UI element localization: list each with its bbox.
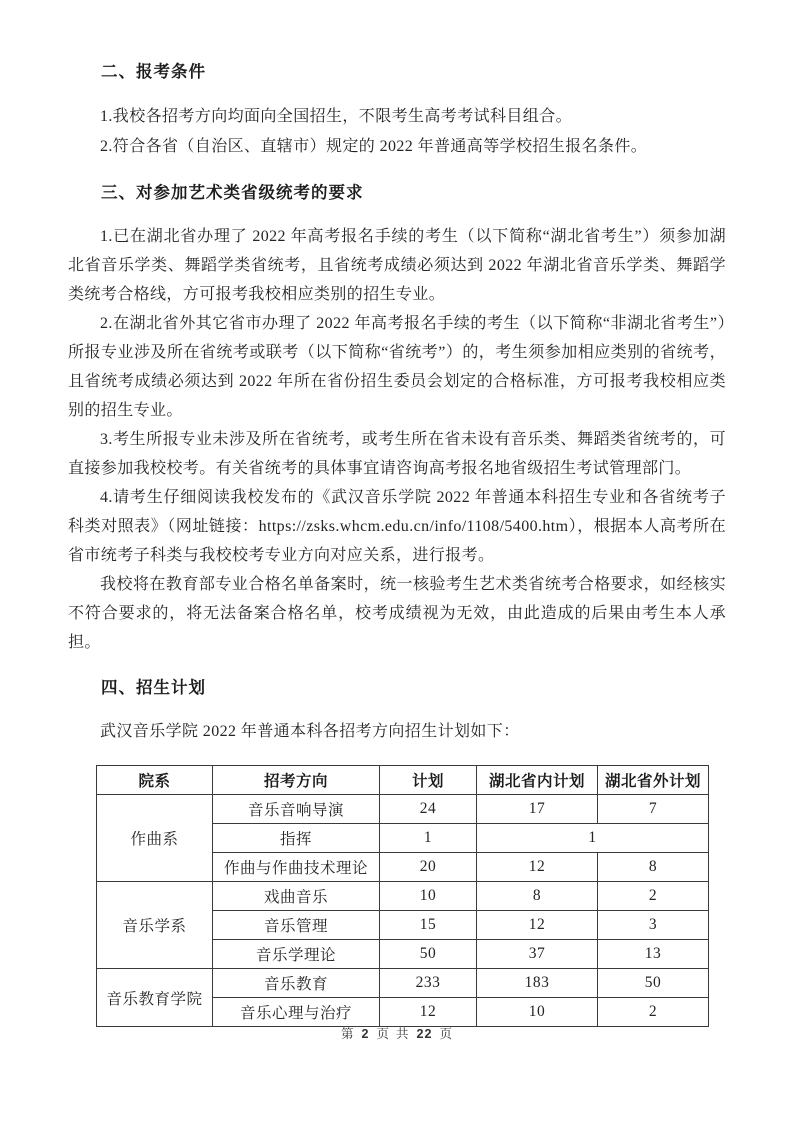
table-row <box>97 969 709 998</box>
hubei-inside-cell: 12 <box>477 911 598 940</box>
paragraph: 1.我校各招考方向均面向全国招生，不限考生高考考试科目组合。 <box>100 108 573 125</box>
hubei-inside-cell: 10 <box>477 998 598 1027</box>
section-heading-application-conditions: 二、报考条件 <box>101 63 206 81</box>
col-header-hubei-outside: 湖北省外计划 <box>598 766 709 795</box>
section-heading-enrollment-plan: 四、招生计划 <box>101 679 206 697</box>
table-intro-paragraph: 武汉音乐学院 2022 年普通本科各招考方向招生计划如下： <box>100 723 520 740</box>
plan-cell: 1 <box>380 824 477 853</box>
direction-cell: 音乐管理 <box>213 911 380 940</box>
table-row <box>97 882 709 911</box>
paragraph-with-url: 4.请考生仔细阅读我校发布的《武汉音乐学院 2022 年普通本科招生专业和各省统考子科类对照表》（网址链接：https://zsks.whcm.edu.cn/info/1108/5400.htm），根据本人高考所在省市统考子科类与我校校考专业方向对应关系，进行报考。 <box>68 489 726 564</box>
direction-cell: 音乐学理论 <box>213 940 380 969</box>
plan-cell: 12 <box>380 998 477 1027</box>
hubei-outside-cell: 3 <box>598 911 709 940</box>
footer-text: 页 <box>439 1027 453 1041</box>
department-cell: 作曲系 <box>97 795 213 882</box>
total-page-count: 22 <box>416 1027 433 1041</box>
direction-cell: 指挥 <box>213 824 380 853</box>
hubei-outside-cell: 50 <box>598 969 709 998</box>
paragraph: 2.符合各省（自治区、直辖市）规定的 2022 年普通高等学校招生报名条件。 <box>100 138 648 155</box>
hubei-outside-cell: 8 <box>598 853 709 882</box>
section-heading-provincial-exam-requirements: 三、对参加艺术类省级统考的要求 <box>101 184 364 202</box>
direction-cell: 戏曲音乐 <box>213 882 380 911</box>
plan-cell: 15 <box>380 911 477 940</box>
paragraph: 1.已在湖北省办理了 2022 年高考报名手续的考生（以下简称“湖北省考生”）须参加湖北省音乐学类、舞蹈学类省统考，且省统考成绩必须达到 2022 年湖北省音乐学类、舞蹈学类统考合格线，方可报考我校相应类别的招生专业。 <box>68 228 726 303</box>
page-footer <box>0 1024 794 1042</box>
plan-cell: 10 <box>380 882 477 911</box>
footer-text: 第 <box>341 1027 355 1041</box>
department-cell: 音乐教育学院 <box>97 969 213 1027</box>
hubei-inside-cell: 12 <box>477 853 598 882</box>
hubei-inside-cell: 183 <box>477 969 598 998</box>
direction-cell: 音乐心理与治疗 <box>213 998 380 1027</box>
hubei-inside-cell: 8 <box>477 882 598 911</box>
hubei-inside-cell: 37 <box>477 940 598 969</box>
paragraph: 3.考生所报专业未涉及所在省统考，或考生所在省未设有音乐类、舞蹈类省统考的，可直接参加我校校考。有关省统考的具体事宜请咨询高考报名地省级招生考试管理部门。 <box>68 431 726 477</box>
hubei-outside-cell: 2 <box>598 998 709 1027</box>
paragraph: 2.在湖北省外其它省市办理了 2022 年高考报名手续的考生（以下简称“非湖北省考生”）所报专业涉及所在省统考或联考（以下简称“省统考”）的，考生须参加相应类别的省统考，且省统考成绩必须达到 2022 年所在省份招生委员会划定的合格标准，方可报考我校相应类别的招生专业。 <box>68 315 726 419</box>
plan-cell: 50 <box>380 940 477 969</box>
hubei-outside-cell: 7 <box>598 795 709 824</box>
plan-cell: 233 <box>380 969 477 998</box>
footer-text: 共 <box>396 1027 410 1041</box>
hubei-outside-cell: 13 <box>598 940 709 969</box>
table-row <box>97 795 709 824</box>
footer-text: 页 <box>376 1027 391 1041</box>
paragraph: 我校将在教育部专业合格名单备案时，统一核验考生艺术类省统考合格要求，如经核实不符合要求的，将无法备案合格名单，校考成绩视为无效，由此造成的后果由考生本人承担。 <box>68 576 726 651</box>
direction-cell: 音乐教育 <box>213 969 380 998</box>
col-header-hubei-inside: 湖北省内计划 <box>477 766 598 795</box>
table-header-row <box>97 766 709 795</box>
admission-plan-table <box>96 765 709 1027</box>
plan-cell: 24 <box>380 795 477 824</box>
col-header-plan: 计划 <box>380 766 477 795</box>
col-header-direction: 招考方向 <box>213 766 380 795</box>
department-cell: 音乐学系 <box>97 882 213 969</box>
plan-cell: 20 <box>380 853 477 882</box>
hubei-inside-cell: 17 <box>477 795 598 824</box>
hubei-outside-cell: 2 <box>598 882 709 911</box>
col-header-department: 院系 <box>97 766 213 795</box>
current-page-number: 2 <box>361 1027 370 1041</box>
direction-cell: 音乐音响导演 <box>213 795 380 824</box>
direction-cell: 作曲与作曲技术理论 <box>213 853 380 882</box>
merged-province-plan-cell: 1 <box>477 824 709 853</box>
